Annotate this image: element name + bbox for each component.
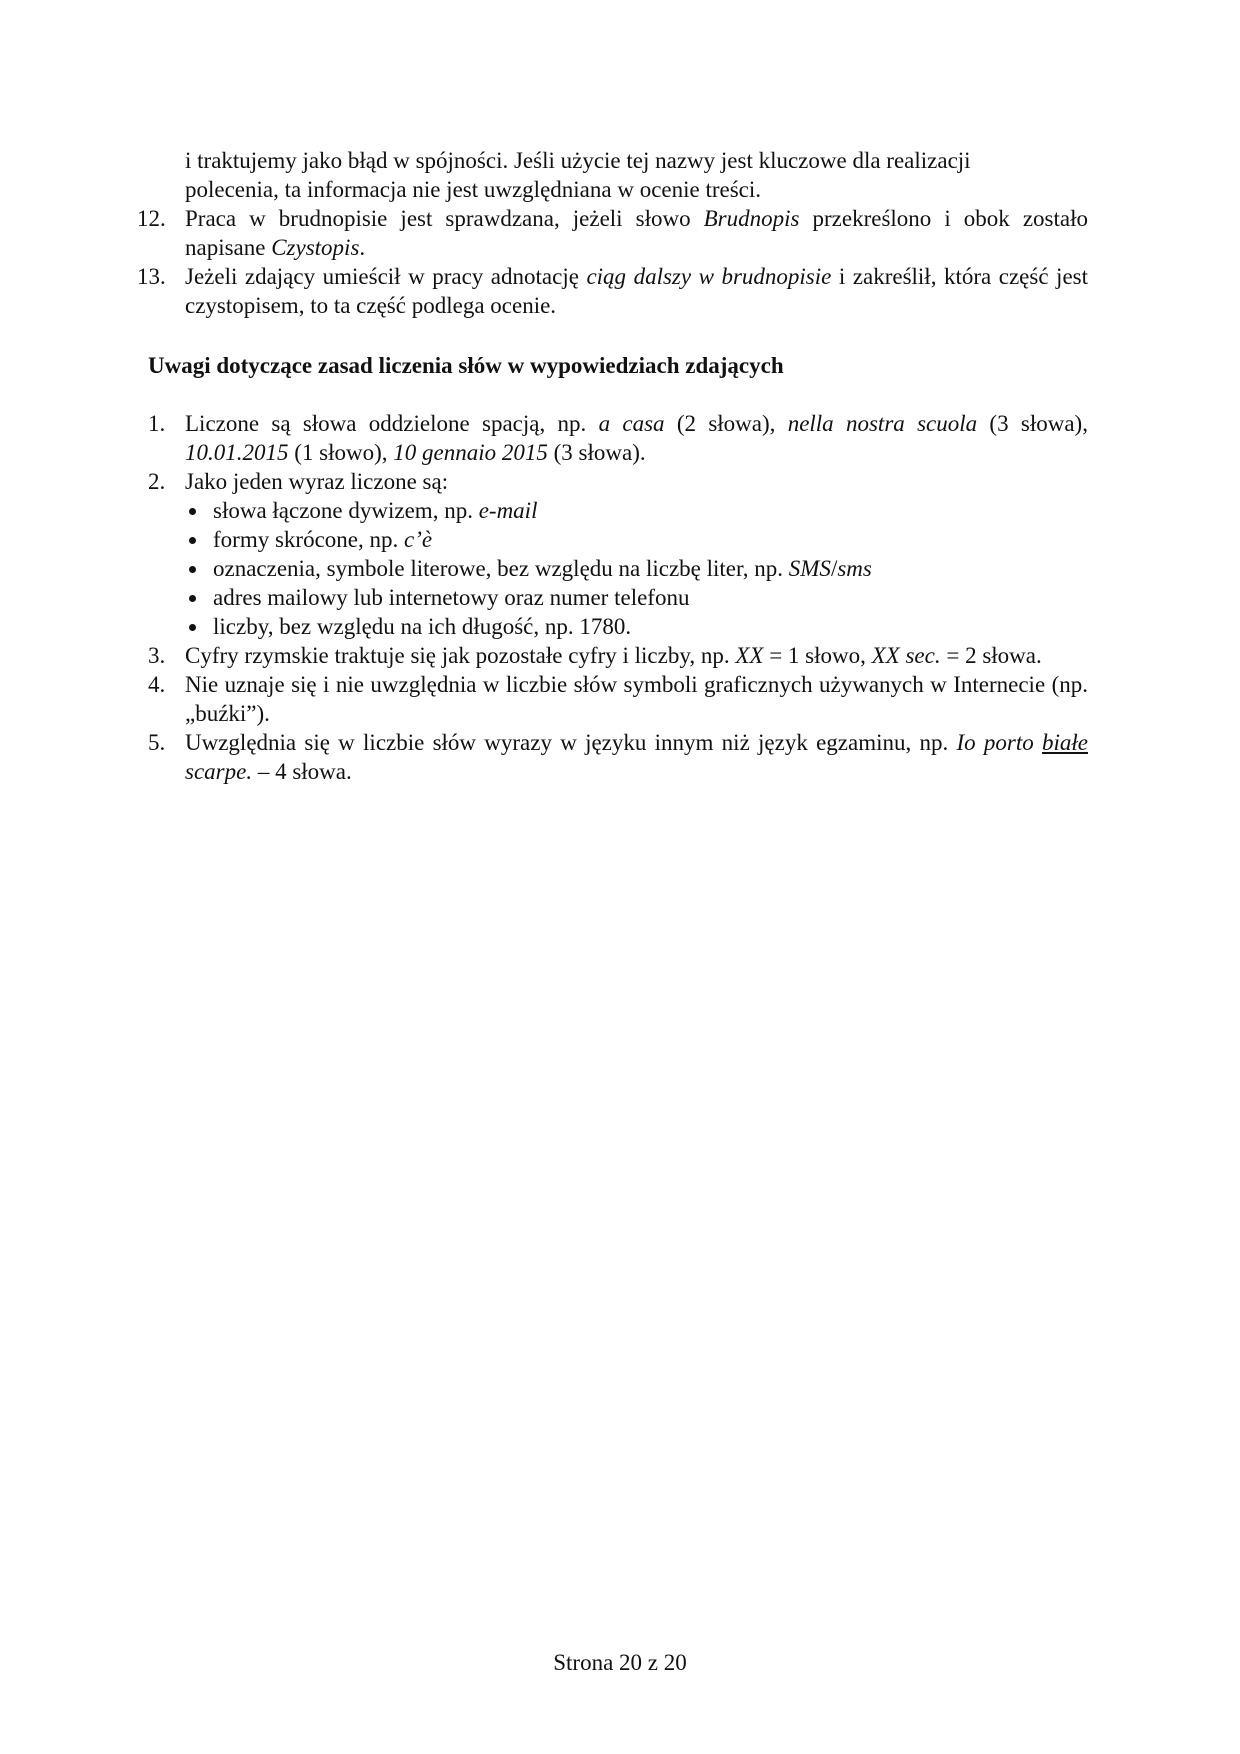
item-italic: a casa xyxy=(598,411,665,436)
item-italic: Io porto xyxy=(956,730,1034,755)
list-item-4 xyxy=(148,670,1088,728)
item-text: (1 słowo), xyxy=(288,440,394,465)
item-text: = 1 słowo, xyxy=(763,643,872,668)
bullet-item xyxy=(148,525,1088,554)
word-count-rules xyxy=(148,409,1088,786)
bullet-item xyxy=(148,612,1088,641)
item-number: 5. xyxy=(148,730,166,755)
item-italic: ciąg dalszy w brudnopisie xyxy=(586,264,832,289)
bullet-text: adres mailowy lub internetowy oraz numer telefonu xyxy=(213,585,690,610)
item-italic: 10 gennaio 2015 xyxy=(393,440,548,465)
item-text: = 2 słowa. xyxy=(940,643,1042,668)
item-text: Cyfry rzymskie traktuje się jak pozostałe cyfry i liczby, np. xyxy=(185,643,736,668)
bullet-text: oznaczenia, symbole literowe, bez względu na liczbę liter, np. xyxy=(213,556,789,581)
bullet-icon xyxy=(189,537,196,544)
item-number: 13. xyxy=(137,264,166,289)
item-text: Jako jeden wyraz liczone są: xyxy=(185,469,449,494)
top-list xyxy=(137,146,1088,320)
list-item-13 xyxy=(137,262,1088,320)
section-heading: Uwagi dotyczące zasad liczenia słów w wypowiedziach zdających xyxy=(148,353,784,378)
bullet-icon xyxy=(189,595,196,602)
bullet-italic: e-mail xyxy=(478,498,538,523)
bullet-icon xyxy=(189,566,196,573)
item-text: Praca w brudnopisie jest sprawdzana, jeżeli słowo xyxy=(185,206,704,231)
bullet-text: formy skrócone, np. xyxy=(213,527,404,552)
item-italic: 10.01.2015 xyxy=(185,440,289,465)
item-underlined-word: białe xyxy=(1042,730,1089,755)
bullet-text: słowa łączone dywizem, np. xyxy=(213,498,479,523)
item-text: Nie uznaje się i nie uwzględnia w liczbie słów symboli graficznych używanych w Internecie (np. „buźki”). xyxy=(185,672,1088,726)
bullet-italic: sms xyxy=(837,556,872,581)
list-item-1 xyxy=(148,409,1088,467)
item-text: . xyxy=(359,235,366,260)
item-number: 4. xyxy=(148,672,166,697)
item-text: (3 słowa). xyxy=(547,440,646,465)
item-text: i zakreślił, która część jest czystopisem, to ta część podlega ocenie. xyxy=(185,264,1088,318)
bullet-item xyxy=(148,554,1088,583)
item-text: – 4 słowa. xyxy=(252,759,352,784)
item-text: (2 słowa), xyxy=(664,411,788,436)
item-number: 12. xyxy=(137,206,166,231)
item-text: przekreślono i obok zostało napisane xyxy=(185,206,1088,260)
bullet-list xyxy=(148,496,1088,641)
item-italic: Brudnopis xyxy=(703,206,800,231)
item-italic: XX xyxy=(735,643,764,668)
list-item-2 xyxy=(148,467,1088,496)
bullet-text: liczby, bez względu na ich długość, np. 1780. xyxy=(213,614,632,639)
list-item-3 xyxy=(148,641,1088,670)
item-text: Jeżeli zdający umieścił w pracy adnotację xyxy=(185,264,587,289)
bullet-icon xyxy=(189,508,196,515)
continuation-line-2: polecenia, ta informacja nie jest uwzględniana w ocenie treści. xyxy=(185,177,762,202)
item-number: 1. xyxy=(148,411,166,436)
item-text: Liczone są słowa oddzielone spacją, np. xyxy=(185,411,599,436)
continuation-line-1: i traktujemy jako błąd w spójności. Jeśli użycie tej nazwy jest kluczowe dla realizacji xyxy=(185,148,971,173)
bullet-separator: / xyxy=(830,556,838,581)
page-number: Strona 20 z 20 xyxy=(553,1650,687,1675)
item-number: 2. xyxy=(148,469,166,494)
item-italic: nella nostra scuola xyxy=(787,411,978,436)
bullet-icon xyxy=(189,624,196,631)
list-item-5 xyxy=(148,728,1088,786)
item-italic: XX sec. xyxy=(871,643,941,668)
item-text: Uwzględnia się w liczbie słów wyrazy w języku innym niż język egzaminu, np. xyxy=(185,730,957,755)
item-11-continuation xyxy=(148,146,1088,204)
item-text: (3 słowa), xyxy=(977,411,1088,436)
list-item-12 xyxy=(137,204,1088,262)
item-number: 3. xyxy=(148,643,166,668)
bullet-item xyxy=(148,496,1088,525)
bullet-italic: c’è xyxy=(404,527,433,552)
bullet-italic: SMS xyxy=(788,556,831,581)
bullet-item xyxy=(148,583,1088,612)
item-italic: scarpe. xyxy=(185,759,253,784)
item-italic: Czystopis xyxy=(271,235,360,260)
